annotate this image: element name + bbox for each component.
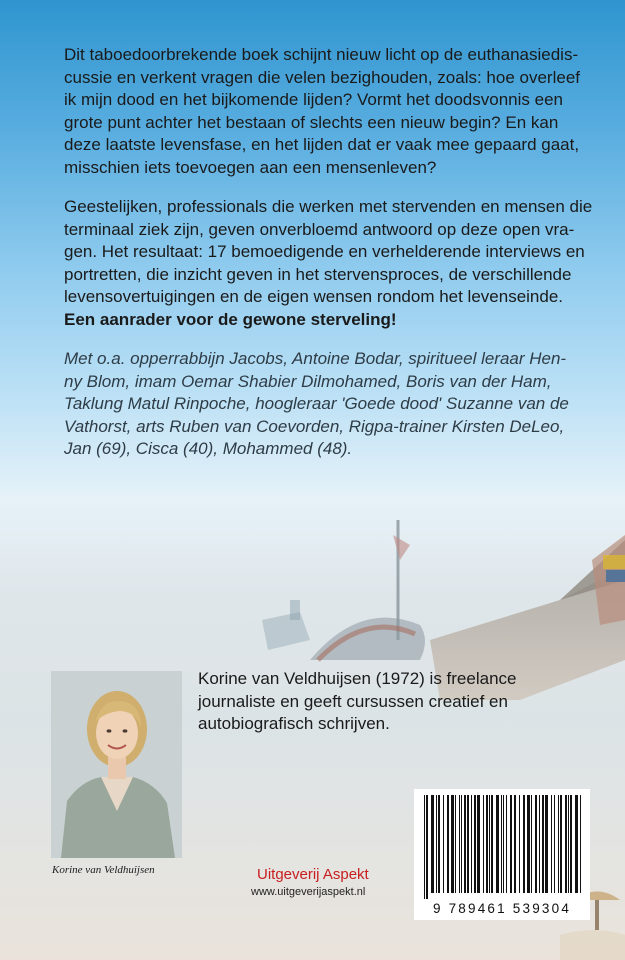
barcode-bar	[535, 795, 537, 893]
barcode-bar	[501, 795, 502, 893]
barcode-bar	[568, 795, 569, 893]
blurb-line: levensovertuigingen en de eigen wensen rondom het levenseinde.	[64, 287, 564, 307]
contributors-line: Jan (69), Cisca (40), Mohammed (48).	[64, 439, 353, 459]
barcode-bar	[424, 795, 425, 899]
bio-line: Korine van Veldhuijsen (1972) is freelance	[198, 669, 517, 688]
contributors-line: Taklung Matul Rinpoche, hoogleraar 'Goede dood' Suzanne van de	[64, 394, 569, 414]
barcode-bar	[438, 795, 440, 893]
contributors-paragraph	[64, 348, 584, 461]
barcode-bar	[455, 795, 456, 893]
bio-line: autobiografisch schrijven.	[198, 714, 390, 734]
barcode-bar	[545, 795, 548, 893]
isbn-digits: 9 789461 539304	[432, 901, 572, 916]
barcode-bar	[436, 795, 437, 893]
barcode-bar	[531, 795, 532, 893]
blurb-line: Dit taboedoorbrekende boek schijnt nieuw licht op de euthanasiedis-	[64, 45, 579, 64]
blurb-line: misschien iets toevoegen aan een mensenleven?	[64, 157, 437, 177]
barcode-bar	[510, 795, 512, 893]
barcode-bar	[471, 795, 472, 893]
barcode-bar	[467, 795, 469, 893]
contributors-line: Vathorst, arts Ruben van Coevorden, Rigpa-trainer Kirsten DeLeo,	[64, 416, 565, 436]
bio-line: journaliste en geeft cursussen creatief en	[198, 691, 508, 711]
barcode-bar	[506, 795, 507, 893]
barcode-bar	[486, 795, 488, 893]
publisher-website: www.uitgeverijaspekt.nl	[251, 886, 366, 898]
barcode-bar	[523, 795, 525, 893]
blurb-line: ik mijn dood en het bijkomende lijden? Vormt het doodsvonnis een	[64, 90, 563, 110]
blurb-line: Geestelijken, professionals die werken met stervenden en mensen die	[64, 197, 593, 216]
blurb-paragraph-1	[64, 44, 584, 180]
blurb-line: portretten, die inzicht geven in het stervensproces, de verschillende	[64, 264, 572, 284]
barcode-bar	[580, 795, 581, 893]
barcode-bar	[519, 795, 520, 893]
blurb-paragraph-2	[64, 196, 593, 332]
blurb-line: deze laatste levensfase, en het lijden dat er vaak mee gepaard gaat,	[64, 135, 580, 155]
barcode-bar	[558, 795, 559, 893]
barcode-bars	[414, 789, 590, 899]
barcode-bar	[570, 795, 572, 893]
barcode-bar	[554, 795, 555, 893]
recommendation-text: Een aanrader voor de gewone sterveling!	[64, 309, 397, 329]
barcode-bar	[474, 795, 476, 893]
author-photo-caption: Korine van Veldhuijsen	[52, 864, 155, 876]
barcode-bar	[431, 795, 434, 893]
blurb-line: cussie en verkent vragen die velen bezighouden, zoals: hoe overleef	[64, 67, 581, 87]
barcode-bar	[477, 795, 480, 893]
barcode-bar	[483, 795, 484, 893]
author-portrait-illustration	[51, 671, 182, 858]
barcode-bar	[565, 795, 567, 893]
contributors-line: Met o.a. opperrabbijn Jacobs, Antoine Bodar, spiritueel leraar Hen-	[64, 349, 567, 368]
barcode-bar	[503, 795, 504, 893]
blurb-line: terminaal ziek zijn, geven onverbloemd antwoord op deze open vra-	[64, 219, 575, 239]
barcode-bar	[514, 795, 516, 893]
barcode-bar	[560, 795, 562, 893]
barcode-bar	[491, 795, 493, 893]
barcode-bar	[459, 795, 460, 893]
blurb-line: grote punt achter het bestaan of slechts een nieuw begin? En kan	[64, 112, 559, 132]
barcode-bar	[496, 795, 499, 893]
barcode-bar	[464, 795, 466, 893]
barcode-bar	[489, 795, 490, 893]
publisher-name: Uitgeverij Aspekt	[257, 866, 369, 883]
author-bio	[198, 668, 588, 736]
barcode-bar	[426, 795, 428, 899]
barcode-bar	[443, 795, 444, 893]
blurb-line: gen. Het resultaat: 17 bemoedigende en verhelderende interviews en	[64, 242, 585, 262]
isbn-barcode	[414, 789, 590, 920]
barcode-bar	[551, 795, 552, 893]
barcode-bar	[451, 795, 454, 893]
barcode-bar	[527, 795, 530, 893]
barcode-bar	[542, 795, 544, 893]
barcode-bar	[575, 795, 578, 893]
contributors-line: ny Blom, imam Oemar Shabier Dilmohamed, Boris van der Ham,	[64, 371, 552, 391]
author-photo	[51, 671, 182, 858]
barcode-bar	[461, 795, 462, 893]
barcode-bar	[447, 795, 449, 893]
barcode-bar	[539, 795, 540, 893]
